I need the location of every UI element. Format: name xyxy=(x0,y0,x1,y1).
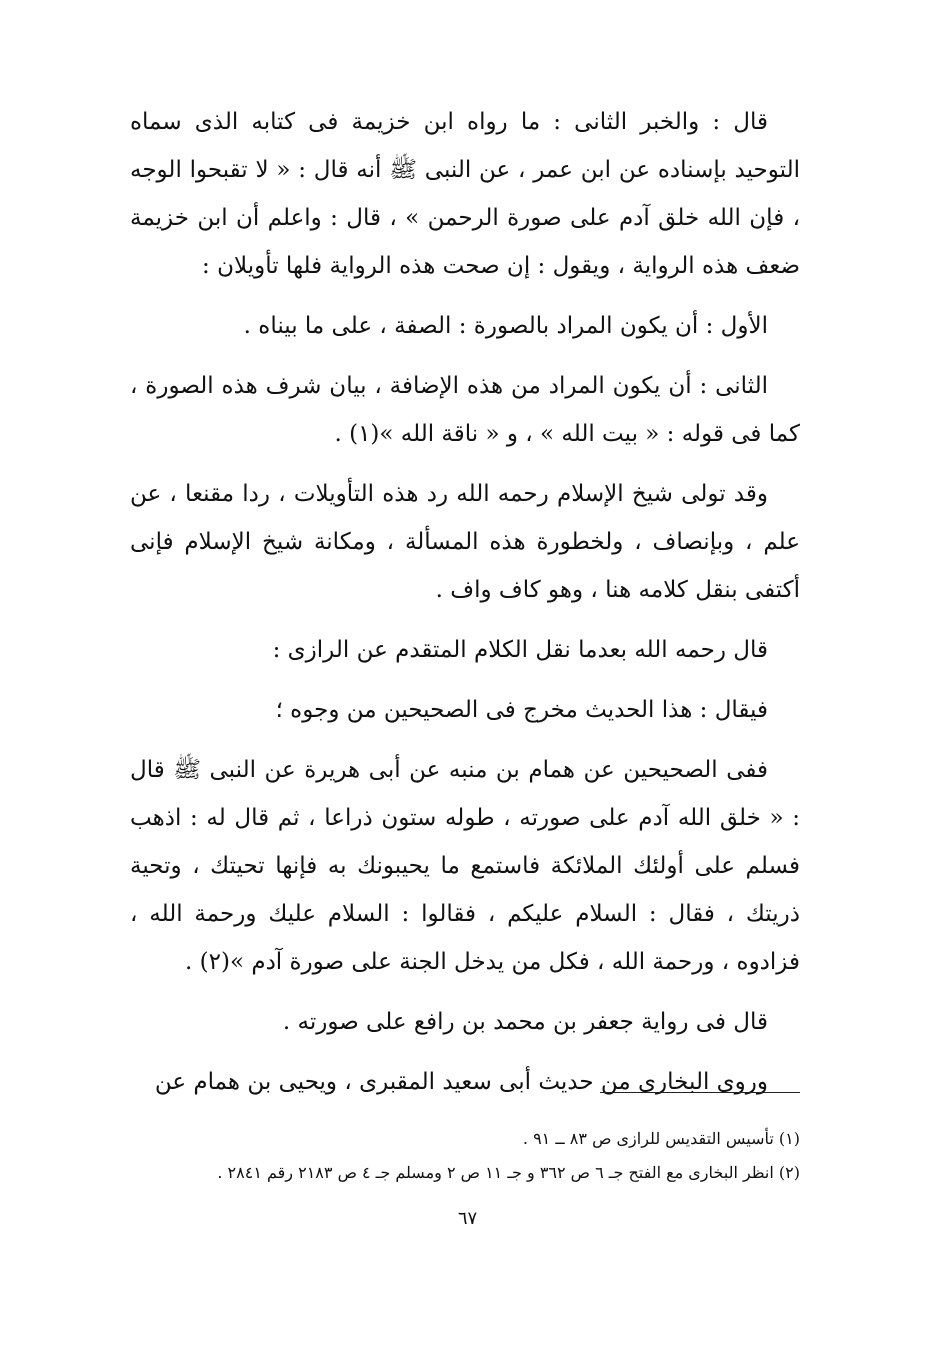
paragraph-second-interpretation: الثانى : أن يكون المراد من هذه الإضافة ، بيان شرف هذه الصورة ، كما فى قوله : « بيت الله » ، و « ناقة الله »(١) . xyxy=(130,373,800,447)
paragraph-sheikh-response: وقد تولى شيخ الإسلام رحمه الله رد هذه التأويلات ، ردا مقنعا ، عن علم ، وبإنصاف ، ولخطورة هذه المسألة ، ومكانة شيخ الإسلام فإنى أكتفى بنقل كلامه هنا ، وهو كاف واف . xyxy=(130,481,800,603)
paragraph-bukhari-narration: وروى البخارى من حديث أبى سعيد المقبرى ، ويحيى بن همام عن xyxy=(154,1069,768,1095)
paragraph-hadith-text: ففى الصحيحين عن همام بن منبه عن أبى هريرة عن النبى ﷺ قال : « خلق الله آدم على صورته ، طوله ستون ذراعا ، ثم قال له : اذهب فسلم على أولئك الملائكة فاستمع ما يحيبونك به فإنها تحيتك ، وتحية ذريتك ، فقال : السلام عليكم ، فقالوا : السلام عليك ورحمة الله ، فزادوه ، ورحمة الله ، فكل من يدخل الجنة على صورة آدم »(٢) . xyxy=(130,757,800,975)
page-number: ٦٧ xyxy=(457,1208,478,1229)
footnote-divider xyxy=(600,1092,800,1093)
paragraph-jafar-narration: قال فى رواية جعفر بن محمد بن رافع على صورته . xyxy=(282,1009,768,1035)
paragraph-quote-intro: قال رحمه الله بعدما نقل الكلام المتقدم عن الرازى : xyxy=(272,637,768,663)
paragraph-first-report: قال : والخبر الثانى : ما رواه ابن خزيمة فى كتابه الذى سماه التوحيد بإسناده عن ابن عمر ، عن النبى ﷺ أنه قال : « لا تقبحوا الوجه ، فإن الله خلق آدم على صورة الرحمن » ، قال : واعلم أن ابن خزيمة ضعف هذه الرواية ، ويقول : إن صحت هذه الرواية فلها تأويلان : xyxy=(130,109,800,279)
footnote-2: (٢) انظر البخارى مع الفتح جـ ٦ ص ٣٦٢ و جـ ١١ ص ٢ ومسلم جـ ٤ ص ٢١٨٣ رقم ٢٨٤١ . xyxy=(217,1163,800,1182)
paragraph-first-interpretation: الأول : أن يكون المراد بالصورة : الصفة ، على ما بيناه . xyxy=(243,313,768,339)
footnote-1: (١) تأسيس التقديس للرازى ص ٨٣ ــ ٩١ . xyxy=(522,1129,800,1148)
footnotes-block xyxy=(130,1122,800,1190)
paragraph-hadith-sources: فيقال : هذا الحديث مخرج فى الصحيحين من وجوه ؛ xyxy=(275,697,768,723)
main-text-block xyxy=(130,98,800,1118)
